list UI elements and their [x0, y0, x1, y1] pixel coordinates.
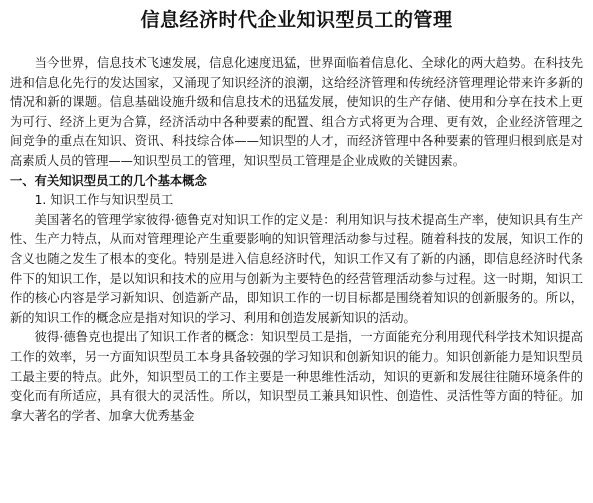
section-heading: 一、有关知识型员工的几个基本概念 [10, 173, 207, 188]
paragraph-knowledge-work: 美国著名的管理学家彼得·德鲁克对知识工作的定义是：利用知识与技术提高生产率，使知识具有生产性、生产力特点，从而对管理理论产生重要影响的知识管理活动参与过程。随着科技的发展，知识工作的含义也随之发生了根本的变化。特别是进入信息经济时代，知识工作又有了新的内涵，即信息经济时代条件下的知识工作，是以知识和技术的应用与创新为主要特色的经营管理活动参与过程。这一时期，知识工作的核心内容是学习新知识、创造新产品，即知识工作的一切目标都是围绕着知识的创新服务的。所以，新的知识工作的概念应是指对知识的学习、利用和创造发展新知识的活动。 [10, 212, 583, 325]
intro-paragraph: 当今世界，信息技术飞速发展，信息化速度迅猛，世界面临着信息化、全球化的两大趋势。在科技先进和信息化先行的发达国家，又涌现了知识经济的浪潮，这给经济管理和传统经济管理理论带来许多新的情况和新的课题。信息基础设施升级和信息技术的迅猛发展，使知识的生产存储、使用和分享在技术上更为可行、经济上更为合算，经济活动中各种要素的配置、组合方式将更为合理、更有效，企业经济管理之间竞争的重点在知识、资讯、科技综合体——知识型的人才，而经济管理中各种要素的管理归根到底是对高素质人员的管理——知识型员工的管理，知识型员工管理是企业成败的关键因素。 [10, 56, 583, 168]
subsection-heading: 1. 知识工作与知识型员工 [34, 193, 174, 208]
document-title: 信息经济时代企业知识型员工的管理 [140, 9, 453, 31]
paragraph-knowledge-worker: 彼得·德鲁克也提出了知识工作者的概念：知识型员工是指，一方面能充分利用现代科学技术知识提高工作的效率，另一方面知识型员工本身具备较强的学习知识和创新知识的能力。知识创新能力是知识型员工最主要的特点。此外，知识型员工的工作主要是一种思维性活动，知识的更新和发展往往随环境条件的变化而有所适应，具有很大的灵活性。所以，知识型员工兼具知识性、创造性、灵活性等方面的特征。加拿大著名的学者、加拿大优秀基金 [10, 330, 583, 423]
